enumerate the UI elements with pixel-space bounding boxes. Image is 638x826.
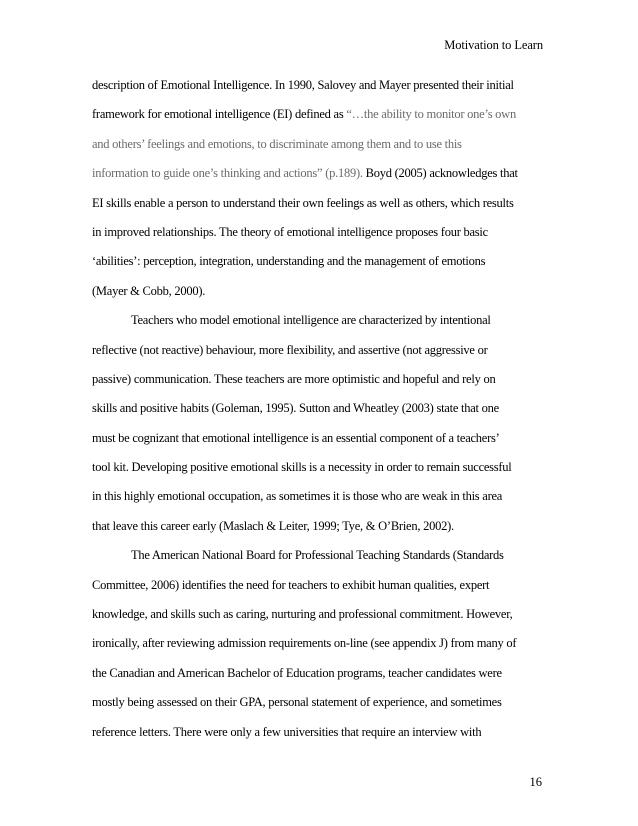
text-line xyxy=(92,130,548,159)
text-line xyxy=(92,453,548,482)
text-segment: must be cognizant that emotional intelligence is an essential component of a teachers’ xyxy=(92,430,500,445)
text-line xyxy=(92,100,548,129)
text-segment: (Mayer & Cobb, 2000). xyxy=(92,283,206,298)
text-line xyxy=(92,189,548,218)
text-segment: reference letters. There were only a few universities that require an interview with xyxy=(92,724,482,739)
text-segment: Teachers who model emotional intelligence are characterized by intentional xyxy=(131,313,491,328)
quotation-text: and others’ feelings and emotions, to discriminate among them and to use this xyxy=(92,136,462,151)
text-segment: skills and positive habits (Goleman, 1995). Sutton and Wheatley (2003) state that one xyxy=(92,401,499,416)
text-line xyxy=(92,482,548,511)
text-line xyxy=(92,688,548,717)
text-line xyxy=(92,218,548,247)
text-segment: ‘abilities’: perception, integration, understanding and the management of emotions xyxy=(92,254,486,269)
text-segment: Committee, 2006) identifies the need for teachers to exhibit human qualities, expert xyxy=(92,577,490,592)
text-segment: framework for emotional intelligence (EI) defined as xyxy=(92,107,347,122)
text-segment: in improved relationships. The theory of emotional intelligence proposes four basic xyxy=(92,224,488,239)
text-segment: in this highly emotional occupation, as sometimes it is those who are weak in this area xyxy=(92,489,503,504)
text-line xyxy=(92,71,548,100)
text-segment: passive) communication. These teachers are more optimistic and hopeful and rely on xyxy=(92,371,496,386)
paragraph-first-line xyxy=(92,306,548,335)
quotation-text: information to guide one’s thinking and actions” (p.189). xyxy=(92,166,363,181)
text-line xyxy=(92,277,548,306)
text-line xyxy=(92,247,548,276)
text-line xyxy=(92,336,548,365)
text-line xyxy=(92,718,548,747)
text-line xyxy=(92,571,548,600)
text-segment: description of Emotional Intelligence. In 1990, Salovey and Mayer presented their initial xyxy=(92,78,514,92)
paragraph-first-line xyxy=(92,541,548,570)
text-line xyxy=(92,424,548,453)
text-line xyxy=(92,659,548,688)
text-segment: Boyd (2005) acknowledges that xyxy=(362,166,518,181)
text-segment: knowledge, and skills such as caring, nurturing and professional commitment. However, xyxy=(92,607,513,622)
text-segment: EI skills enable a person to understand their own feelings as well as others, which results xyxy=(92,195,514,210)
text-segment: tool kit. Developing positive emotional skills is a necessity in order to remain successful xyxy=(92,460,512,475)
text-segment: the Canadian and American Bachelor of Education programs, teacher candidates were xyxy=(92,665,502,680)
page-number: 16 xyxy=(529,775,542,789)
quotation-text: “…the ability to monitor one’s own xyxy=(346,107,516,122)
text-line xyxy=(92,394,548,423)
running-head: Motivation to Learn xyxy=(444,38,543,52)
text-line xyxy=(92,600,548,629)
text-segment: mostly being assessed on their GPA, personal statement of experience, and sometimes xyxy=(92,695,502,710)
text-line xyxy=(92,365,548,394)
text-line xyxy=(92,629,548,658)
text-line xyxy=(92,512,548,541)
text-segment: that leave this career early (Maslach & Leiter, 1999; Tye, & O’Brien, 2002). xyxy=(92,518,454,533)
text-line xyxy=(92,159,548,188)
body-text xyxy=(92,71,548,747)
text-segment: reflective (not reactive) behaviour, more flexibility, and assertive (not aggressive or xyxy=(92,342,488,357)
text-segment: The American National Board for Professional Teaching Standards (Standards xyxy=(131,548,504,563)
text-segment: ironically, after reviewing admission requirements on-line (see appendix J) from many of xyxy=(92,636,517,651)
